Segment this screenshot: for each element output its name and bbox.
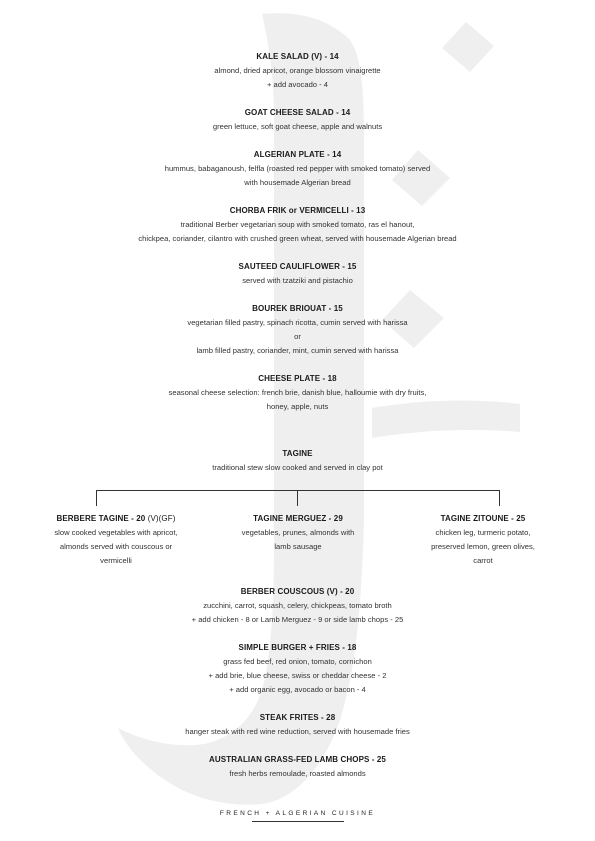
item-title: TAGINE MERGUEZ - 29 — [253, 514, 343, 523]
item-description: fresh herbs remoulade, roasted almonds — [229, 769, 366, 778]
item-title: KALE SALAD (V) - 14 — [256, 52, 339, 61]
item-description: seasonal cheese selection: french brie, danish blue, halloumie with dry fruits, — [168, 388, 427, 397]
footer-rule — [252, 821, 344, 822]
footer-tagline: FRENCH + ALGERIAN CUISINE — [219, 810, 376, 817]
tagine-option-note: (V)(GF) — [145, 514, 176, 523]
item-description: with housemade Algerian bread — [244, 178, 351, 187]
item-description: carrot — [473, 556, 493, 565]
item-description: hanger steak with red wine reduction, served with housemade fries — [185, 727, 410, 736]
item-title — [36, 512, 196, 526]
item-description: almonds served with couscous or — [59, 542, 173, 551]
menu-item-steak-frites — [40, 711, 555, 739]
tagine-subtitle: traditional stew slow cooked and served in clay pot — [212, 463, 383, 472]
item-addon: + add chicken - 8 or Lamb Merguez - 9 or side lamb chops - 25 — [191, 615, 404, 624]
tagine-title: TAGINE — [282, 449, 313, 458]
tagine-option-berbere — [36, 512, 196, 568]
item-title: BERBER COUSCOUS (V) - 20 — [240, 587, 355, 596]
item-description: lamb filled pastry, coriander, mint, cumin served with harissa — [196, 346, 399, 355]
item-addon: + add organic egg, avocado or bacon - 4 — [229, 685, 366, 694]
item-title: CHEESE PLATE - 18 — [258, 374, 337, 383]
item-description: vegetarian filled pastry, spinach ricotta, cumin served with harissa — [187, 318, 408, 327]
tagine-option-title: BERBERE TAGINE - 20 — [56, 514, 146, 523]
item-description: preserved lemon, green olives, — [431, 542, 535, 551]
item-description: grass fed beef, red onion, tomato, cornichon — [223, 657, 372, 666]
item-title: BOUREK BRIOUAT - 15 — [252, 304, 343, 313]
item-description: chicken leg, turmeric potato, — [435, 528, 531, 537]
item-title: AUSTRALIAN GRASS-FED LAMB CHOPS - 25 — [209, 755, 386, 764]
menu-item-simple-burger — [40, 641, 555, 697]
tagine-option-zitoune — [403, 512, 563, 568]
item-addon: + add brie, blue cheese, swiss or cheddar cheese - 2 — [208, 671, 387, 680]
item-description: almond, dried apricot, orange blossom vinaigrette — [214, 66, 381, 75]
item-title: SIMPLE BURGER + FRIES - 18 — [238, 643, 357, 652]
item-description: vegetables, prunes, almonds with — [241, 528, 355, 537]
item-description: green lettuce, soft goat cheese, apple and walnuts — [212, 122, 383, 131]
item-description: hummus, babaganoush, felfla (roasted red pepper with smoked tomato) served — [164, 164, 431, 173]
item-addon: + add avocado - 4 — [266, 80, 328, 89]
item-separator: or — [294, 332, 301, 341]
item-description: slow cooked vegetables with apricot, — [54, 528, 178, 537]
footer — [0, 810, 595, 822]
item-title: STEAK FRITES - 28 — [259, 713, 336, 722]
item-description: vermicelli — [100, 556, 132, 565]
item-description: lamb sausage — [274, 542, 322, 551]
menu-item-berber-couscous — [40, 585, 555, 627]
item-description: zucchini, carrot, squash, celery, chickpeas, tomato broth — [203, 601, 392, 610]
item-title: GOAT CHEESE SALAD - 14 — [244, 108, 351, 117]
item-title: TAGINE ZITOUNE - 25 — [440, 514, 526, 523]
item-description: honey, apple, nuts — [266, 402, 329, 411]
tagine-option-merguez — [218, 512, 378, 554]
menu-item-lamb-chops — [40, 753, 555, 781]
item-description: chickpea, coriander, cilantro with crushed green wheat, served with housemade Algerian bread — [138, 234, 457, 243]
item-title: CHORBA FRIK or VERMICELLI - 13 — [229, 206, 366, 215]
item-title: SAUTEED CAULIFLOWER - 15 — [238, 262, 357, 271]
item-title: ALGERIAN PLATE - 14 — [253, 150, 342, 159]
item-description: served with tzatziki and pistachio — [242, 276, 353, 285]
item-description: traditional Berber vegetarian soup with smoked tomato, ras el hanout, — [180, 220, 415, 229]
